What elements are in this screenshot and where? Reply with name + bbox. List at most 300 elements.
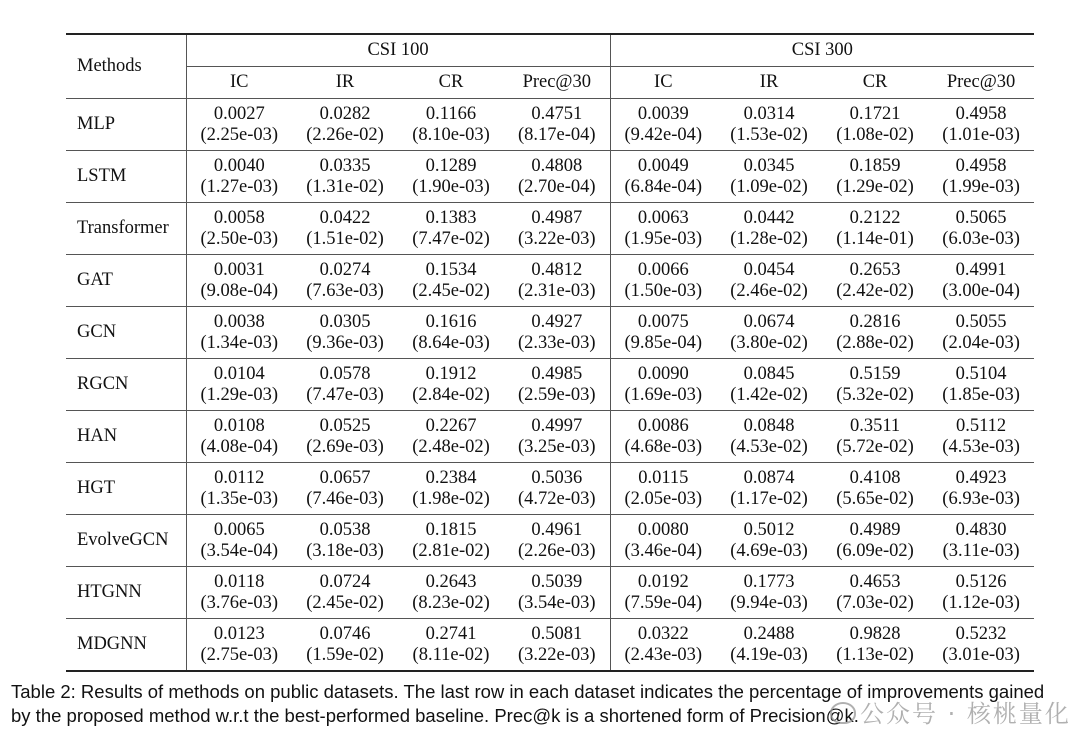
metric-cell [822, 463, 928, 515]
metric-cell [186, 307, 292, 359]
metric-cell [822, 203, 928, 255]
metric-std: (1.27e-03) [200, 176, 279, 197]
metric-cell [610, 567, 716, 619]
metric-cell [928, 307, 1034, 359]
metric-cell [186, 463, 292, 515]
metric-header: Prec@30 [928, 67, 1034, 99]
metric-mean: 0.2653 [849, 259, 901, 280]
metric-std: (4.53e-02) [730, 436, 808, 457]
metric-mean: 0.4958 [955, 103, 1007, 124]
metric-std: (2.31e-03) [517, 280, 596, 301]
metric-std: (3.01e-03) [942, 644, 1020, 665]
metric-std: (1.50e-03) [624, 280, 703, 301]
method-name: MDGNN [77, 634, 147, 654]
metric-std: (9.42e-04) [624, 124, 703, 145]
metric-mean: 0.0724 [319, 571, 371, 592]
metric-cell [822, 411, 928, 463]
metric-cell [610, 463, 716, 515]
metric-cell [398, 151, 504, 203]
metric-std: (1.34e-03) [200, 332, 279, 353]
metric-cell [186, 567, 292, 619]
metric-cell [822, 151, 928, 203]
metric-std: (2.43e-03) [624, 644, 703, 665]
metric-std: (1.99e-03) [942, 176, 1020, 197]
metric-cell [398, 203, 504, 255]
metric-std: (2.84e-02) [412, 384, 490, 405]
metric-std: (7.63e-03) [306, 280, 384, 301]
metric-cell [928, 515, 1034, 567]
metric-cell [398, 307, 504, 359]
metric-cell [716, 515, 822, 567]
metric-mean: 0.0104 [213, 363, 265, 384]
metric-cell [292, 307, 398, 359]
metric-mean: 0.4923 [955, 467, 1007, 488]
metric-std: (7.59e-04) [624, 592, 703, 613]
metric-header: IR [716, 67, 822, 99]
metric-mean: 0.5159 [849, 363, 901, 384]
metric-cell [504, 99, 610, 151]
metric-cell [716, 411, 822, 463]
metric-std: (7.46e-03) [306, 488, 384, 509]
metric-mean: 0.0538 [319, 519, 371, 540]
metric-header-row [66, 67, 1034, 99]
metric-std: (1.59e-02) [306, 644, 384, 665]
metric-mean: 0.4987 [531, 207, 583, 228]
metric-cell [716, 463, 822, 515]
metric-mean: 0.1815 [425, 519, 477, 540]
metric-cell [504, 307, 610, 359]
metric-mean: 0.0314 [743, 103, 795, 124]
metric-cell [928, 255, 1034, 307]
metric-cell [928, 151, 1034, 203]
metric-mean: 0.0031 [213, 259, 265, 280]
metric-std: (2.48e-02) [412, 436, 490, 457]
metric-mean: 0.1289 [425, 155, 477, 176]
metric-mean: 0.0192 [637, 571, 689, 592]
metric-cell [186, 619, 292, 672]
caption-line-2: by the proposed method w.r.t the best-performed baseline. Prec@k is a shortened form of Precision@k. [11, 705, 859, 726]
methods-header: Methods [77, 56, 142, 76]
method-name: GCN [77, 322, 117, 342]
metric-mean: 0.0086 [637, 415, 689, 436]
metric-mean: 0.4989 [849, 519, 901, 540]
metric-std: (2.46e-02) [730, 280, 808, 301]
metric-std: (1.35e-03) [200, 488, 279, 509]
metric-cell [292, 99, 398, 151]
metric-mean: 0.5065 [955, 207, 1007, 228]
metric-mean: 0.4808 [531, 155, 583, 176]
metric-mean: 0.0040 [213, 155, 265, 176]
metric-cell [822, 619, 928, 672]
metric-std: (8.64e-03) [412, 332, 490, 353]
metric-cell [186, 411, 292, 463]
metric-std: (1.12e-03) [942, 592, 1020, 613]
metric-mean: 0.0322 [637, 623, 689, 644]
metric-mean: 0.2384 [425, 467, 477, 488]
metric-std: (2.59e-03) [517, 384, 596, 405]
table-caption [11, 680, 1080, 728]
metric-std: (9.94e-03) [730, 592, 808, 613]
metric-std: (4.53e-03) [942, 436, 1020, 457]
metric-mean: 0.4108 [849, 467, 901, 488]
metric-mean: 0.1534 [425, 259, 477, 280]
metric-cell [928, 619, 1034, 672]
metric-cell [610, 411, 716, 463]
metric-cell [398, 567, 504, 619]
metric-cell [610, 619, 716, 672]
metric-std: (1.14e-01) [836, 228, 914, 249]
metric-mean: 0.0075 [637, 311, 689, 332]
metric-header: Prec@30 [504, 67, 610, 99]
table-row [66, 255, 1034, 307]
method-name: Transformer [77, 218, 169, 238]
metric-std: (9.85e-04) [624, 332, 703, 353]
method-name: GAT [77, 270, 113, 290]
metric-std: (5.72e-02) [836, 436, 914, 457]
metric-cell [186, 203, 292, 255]
metric-mean: 0.0674 [743, 311, 795, 332]
metric-std: (8.11e-02) [412, 644, 490, 665]
metric-mean: 0.1166 [425, 103, 477, 124]
caption-line-1: Table 2: Results of methods on public datasets. The last row in each dataset indicates the percentage of improvements gained [11, 681, 1045, 702]
metric-std: (4.72e-03) [517, 488, 596, 509]
metric-cell [928, 463, 1034, 515]
metric-cell [504, 255, 610, 307]
metric-mean: 0.3511 [849, 415, 901, 436]
metric-mean: 0.5036 [531, 467, 583, 488]
metric-std: (5.32e-02) [836, 384, 914, 405]
metric-cell [186, 151, 292, 203]
metric-mean: 0.1773 [743, 571, 795, 592]
metric-mean: 0.2122 [849, 207, 901, 228]
metric-cell [398, 463, 504, 515]
metric-mean: 0.0454 [743, 259, 795, 280]
metric-cell [292, 463, 398, 515]
metric-cell [504, 515, 610, 567]
metric-cell [716, 99, 822, 151]
metric-mean: 0.1859 [849, 155, 901, 176]
metric-cell [504, 619, 610, 672]
metric-std: (1.53e-02) [730, 124, 808, 145]
metric-mean: 0.2267 [425, 415, 477, 436]
metric-std: (5.65e-02) [836, 488, 914, 509]
metric-std: (2.42e-02) [836, 280, 914, 301]
metric-header: CR [822, 67, 928, 99]
metric-std: (2.26e-03) [517, 540, 596, 561]
metric-mean: 0.5012 [743, 519, 795, 540]
metric-std: (1.98e-02) [412, 488, 490, 509]
metric-cell [716, 203, 822, 255]
table-body [66, 99, 1034, 672]
metric-mean: 0.4991 [955, 259, 1007, 280]
table-row [66, 99, 1034, 151]
metric-std: (3.54e-04) [200, 540, 279, 561]
metric-cell [186, 515, 292, 567]
method-name: HAN [77, 426, 118, 446]
metric-std: (1.29e-02) [836, 176, 914, 197]
metric-mean: 0.0115 [638, 467, 689, 488]
metric-cell [504, 411, 610, 463]
metric-std: (3.80e-02) [730, 332, 808, 353]
metric-mean: 0.0118 [214, 571, 265, 592]
metric-header: IR [292, 67, 398, 99]
watermark-text: 公众号 · 核桃量化 [860, 700, 1071, 728]
metric-mean: 0.5232 [955, 623, 1007, 644]
metric-cell [292, 567, 398, 619]
metric-mean: 0.4985 [531, 363, 583, 384]
metric-cell [398, 411, 504, 463]
metric-header: CR [398, 67, 504, 99]
metric-mean: 0.5104 [955, 363, 1007, 384]
metric-mean: 0.0422 [319, 207, 371, 228]
metric-cell [822, 567, 928, 619]
metric-cell [822, 307, 928, 359]
table-row [66, 463, 1034, 515]
metric-header: IC [186, 67, 292, 99]
metric-std: (2.45e-02) [306, 592, 384, 613]
metric-mean: 0.4961 [531, 519, 583, 540]
metric-std: (2.26e-02) [306, 124, 384, 145]
metric-cell [186, 99, 292, 151]
metric-cell [504, 359, 610, 411]
metric-mean: 0.2816 [849, 311, 901, 332]
metric-std: (2.05e-03) [624, 488, 703, 509]
table-row [66, 151, 1034, 203]
metric-mean: 0.0525 [319, 415, 371, 436]
table-row [66, 359, 1034, 411]
metric-std: (7.47e-03) [306, 384, 384, 405]
metric-cell [928, 411, 1034, 463]
method-name: MLP [77, 114, 116, 134]
metric-mean: 0.0027 [213, 103, 265, 124]
metric-std: (6.09e-02) [836, 540, 914, 561]
metric-std: (4.08e-04) [200, 436, 279, 457]
metric-cell [504, 151, 610, 203]
metric-cell [928, 567, 1034, 619]
metric-cell [398, 359, 504, 411]
metric-cell [292, 151, 398, 203]
metric-cell [822, 359, 928, 411]
metric-header: IC [610, 67, 716, 99]
metric-std: (1.28e-02) [730, 228, 808, 249]
metric-cell [504, 567, 610, 619]
metric-mean: 0.0066 [637, 259, 689, 280]
metric-cell [292, 203, 398, 255]
metric-mean: 0.1616 [425, 311, 477, 332]
table-row [66, 307, 1034, 359]
metric-mean: 0.0657 [319, 467, 371, 488]
metric-mean: 0.0090 [637, 363, 689, 384]
metric-mean: 0.0049 [637, 155, 689, 176]
metric-std: (2.81e-02) [412, 540, 490, 561]
metric-cell [292, 359, 398, 411]
metric-std: (1.09e-02) [730, 176, 808, 197]
metric-mean: 0.4927 [531, 311, 583, 332]
metric-cell [504, 463, 610, 515]
method-name: RGCN [77, 374, 129, 394]
metric-mean: 0.4830 [955, 519, 1007, 540]
metric-std: (3.00e-04) [942, 280, 1020, 301]
metric-std: (2.88e-02) [836, 332, 914, 353]
metric-mean: 0.2741 [425, 623, 477, 644]
metric-cell [716, 619, 822, 672]
metric-mean: 0.0282 [319, 103, 371, 124]
metric-mean: 0.0080 [637, 519, 689, 540]
metric-std: (2.33e-03) [517, 332, 596, 353]
metric-std: (4.69e-03) [730, 540, 808, 561]
metric-cell [928, 203, 1034, 255]
metric-std: (1.31e-02) [306, 176, 384, 197]
metric-mean: 0.2488 [743, 623, 795, 644]
metric-std: (1.42e-02) [730, 384, 808, 405]
table-row [66, 515, 1034, 567]
metric-std: (1.01e-03) [942, 124, 1020, 145]
metric-mean: 0.1912 [425, 363, 477, 384]
metric-cell [716, 151, 822, 203]
metric-cell [292, 255, 398, 307]
metric-mean: 0.0108 [213, 415, 265, 436]
metric-mean: 0.0848 [743, 415, 795, 436]
metric-mean: 0.2643 [425, 571, 477, 592]
metric-std: (4.19e-03) [730, 644, 808, 665]
table-row [66, 203, 1034, 255]
metric-std: (2.04e-03) [942, 332, 1020, 353]
metric-cell [398, 99, 504, 151]
metric-cell [610, 515, 716, 567]
metric-cell [716, 359, 822, 411]
metric-mean: 0.5039 [531, 571, 583, 592]
group-header-csi300: CSI 300 [610, 34, 1034, 67]
metric-mean: 0.4812 [531, 259, 583, 280]
metric-std: (1.85e-03) [942, 384, 1020, 405]
metric-mean: 0.4751 [531, 103, 583, 124]
metric-cell [292, 411, 398, 463]
metric-cell [398, 255, 504, 307]
metric-mean: 0.0123 [213, 623, 265, 644]
metric-std: (9.36e-03) [306, 332, 384, 353]
metric-std: (1.95e-03) [624, 228, 703, 249]
metric-mean: 0.4653 [849, 571, 901, 592]
metric-mean: 0.0112 [214, 467, 265, 488]
method-name: HTGNN [77, 582, 142, 602]
metric-mean: 0.1721 [849, 103, 901, 124]
table-row [66, 567, 1034, 619]
metric-cell [928, 99, 1034, 151]
metric-std: (9.08e-04) [200, 280, 279, 301]
metric-std: (3.11e-03) [942, 540, 1020, 561]
metric-mean: 0.4997 [531, 415, 583, 436]
metric-cell [186, 255, 292, 307]
metric-mean: 0.0039 [637, 103, 689, 124]
metric-mean: 0.5081 [531, 623, 583, 644]
metric-cell [610, 255, 716, 307]
metric-cell [610, 151, 716, 203]
metric-cell [292, 619, 398, 672]
metric-cell [610, 203, 716, 255]
metric-std: (2.69e-03) [306, 436, 384, 457]
metric-mean: 0.0038 [213, 311, 265, 332]
metric-std: (8.17e-04) [517, 124, 596, 145]
metric-cell [822, 255, 928, 307]
table-row [66, 619, 1034, 672]
metric-mean: 0.0874 [743, 467, 795, 488]
metric-std: (2.50e-03) [200, 228, 279, 249]
metric-cell [822, 99, 928, 151]
metric-mean: 0.4958 [955, 155, 1007, 176]
metric-std: (6.03e-03) [942, 228, 1020, 249]
metric-std: (4.68e-03) [624, 436, 703, 457]
metric-cell [716, 255, 822, 307]
metric-std: (8.23e-02) [412, 592, 490, 613]
method-name: LSTM [77, 166, 127, 186]
metric-mean: 0.0345 [743, 155, 795, 176]
metric-std: (3.76e-03) [200, 592, 279, 613]
metric-std: (3.46e-04) [624, 540, 703, 561]
metric-cell [292, 515, 398, 567]
metric-cell [610, 307, 716, 359]
metric-mean: 0.0746 [319, 623, 371, 644]
metric-std: (1.08e-02) [836, 124, 914, 145]
metric-cell [398, 515, 504, 567]
metric-mean: 0.0845 [743, 363, 795, 384]
metric-std: (6.93e-03) [942, 488, 1020, 509]
metric-cell [398, 619, 504, 672]
metric-cell [186, 359, 292, 411]
metric-cell [716, 567, 822, 619]
table-row [66, 411, 1034, 463]
metric-mean: 0.0442 [743, 207, 795, 228]
metric-std: (7.47e-02) [412, 228, 490, 249]
metric-std: (6.84e-04) [624, 176, 703, 197]
metric-mean: 0.1383 [425, 207, 477, 228]
metric-std: (1.17e-02) [730, 488, 808, 509]
metric-std: (2.75e-03) [200, 644, 279, 665]
results-table [66, 33, 1034, 672]
metric-cell [610, 359, 716, 411]
group-header-csi100: CSI 100 [186, 34, 610, 67]
group-header-row [66, 34, 1034, 67]
metric-mean: 0.5126 [955, 571, 1007, 592]
metric-mean: 0.0274 [319, 259, 371, 280]
metric-std: (1.69e-03) [624, 384, 703, 405]
metric-mean: 0.5112 [955, 415, 1007, 436]
metric-std: (1.13e-02) [836, 644, 914, 665]
metric-mean: 0.0065 [213, 519, 265, 540]
metric-std: (8.10e-03) [412, 124, 490, 145]
method-name: EvolveGCN [77, 530, 169, 550]
metric-std: (3.22e-03) [517, 228, 596, 249]
metric-std: (3.18e-03) [306, 540, 384, 561]
metric-mean: 0.0335 [319, 155, 371, 176]
metric-mean: 0.0058 [213, 207, 265, 228]
metric-mean: 0.0578 [319, 363, 371, 384]
metric-cell [610, 99, 716, 151]
metric-cell [928, 359, 1034, 411]
metric-cell [716, 307, 822, 359]
metric-std: (3.25e-03) [517, 436, 596, 457]
metric-std: (2.25e-03) [200, 124, 279, 145]
metric-std: (3.22e-03) [517, 644, 596, 665]
metric-std: (7.03e-02) [836, 592, 914, 613]
metric-mean: 0.0063 [637, 207, 689, 228]
metric-cell [822, 515, 928, 567]
metric-std: (1.29e-03) [200, 384, 279, 405]
metric-std: (3.54e-03) [517, 592, 596, 613]
metric-std: (1.51e-02) [306, 228, 384, 249]
metric-std: (2.45e-02) [412, 280, 490, 301]
metric-mean: 0.0305 [319, 311, 371, 332]
method-name: HGT [77, 478, 116, 498]
